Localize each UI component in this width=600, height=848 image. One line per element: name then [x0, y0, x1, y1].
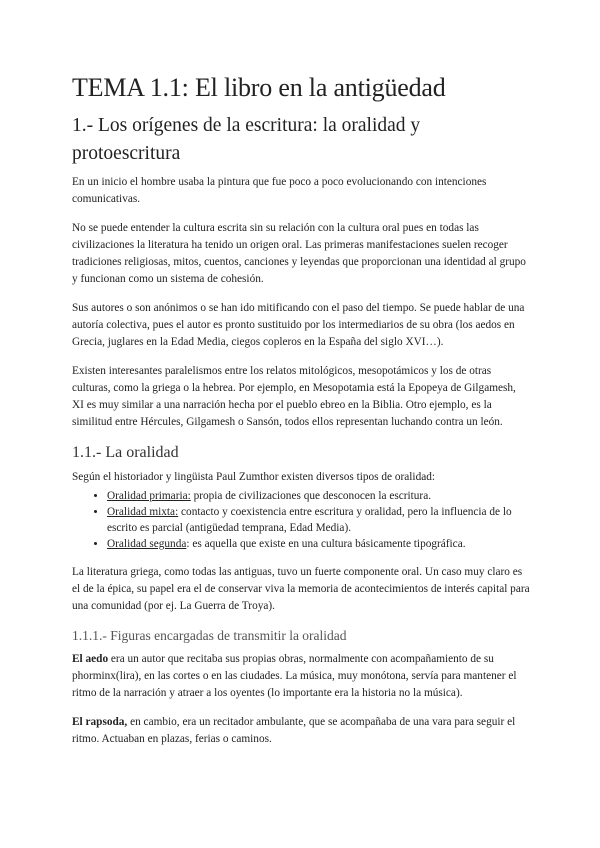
list-item [107, 488, 530, 504]
paragraph-literatura-griega: La literatura griega, como todas las antiguas, tuvo un fuerte componente oral. Un caso muy claro es el de la épica, su papel era el de conservar viva la memoria de acontecimientos de interés capital para una comunidad (por ej. La Guerra de Troya). [72, 566, 530, 612]
paragraph-autores: Sus autores o son anónimos o se han ido mitificando con el paso del tiempo. Se puede hablar de una autoría colectiva, pues el autor es pronto sustituido por los intermediarios de su obra (los aedos en Grecia, juglares en la Edad Media, ciegos copleros en la España del siglo XVI…). [72, 302, 525, 348]
paragraph-zumthor: Según el historiador y lingüista Paul Zumthor existen diversos tipos de oralidad: [72, 471, 436, 483]
paragraph-rapsoda [72, 714, 530, 748]
list-item [107, 536, 530, 552]
page-title: TEMA 1.1: El libro en la antigüedad [72, 73, 446, 102]
aedo-text: era un autor que recitaba sus propias obras, normalmente con acompañamiento de su phorminx(lira), en las cortes o en las ciudades. La música, muy monótona, servía para mantener el ritmo de la narración y atraer a los oyentes (lo importante era la historia no la música). [72, 653, 517, 699]
section-heading-origenes: 1.- Los orígenes de la escritura: la oralidad y protoescritura [72, 115, 421, 164]
list-item-text: : es aquella que existe en una cultura básicamente tipográfica. [186, 538, 466, 550]
paragraph-paralelismos: Existen interesantes paralelismos entre los relatos mitológicos, mesopotámicos y los de otras culturas, como la griega o la hebrea. Por ejemplo, en Mesopotamia está la Epopeya de Gilgamesh, XI es muy similar a una narración hecha por el pueblo ebreo en la Biblia. Otro ejemplo, es la similitud entre Hércules, Gilgamesh o Sansón, todos ellos representan luchando contra un león. [72, 365, 516, 428]
paragraph-aedo [72, 651, 530, 702]
section-heading-figuras: 1.1.1.- Figuras encargadas de transmitir la oralidad [72, 628, 347, 643]
section-heading-oralidad: 1.1.- La oralidad [72, 444, 179, 461]
aedo-term: El aedo [72, 653, 109, 665]
list-item-text: contacto y coexistencia entre escritura y oralidad, pero la influencia de lo escrito es parcial (antigüedad temprana, Edad Media). [107, 506, 512, 534]
oralidad-list [72, 488, 530, 552]
rapsoda-text: en cambio, era un recitador ambulante, que se acompañaba de una vara para seguir el ritmo. Actuaban en plazas, ferias o caminos. [72, 716, 516, 745]
list-item-term: Oralidad segunda [107, 538, 187, 550]
list-item-text: propia de civilizaciones que desconocen la escritura. [190, 490, 432, 502]
list-item [107, 504, 530, 536]
list-item-term: Oralidad mixta: [107, 506, 179, 518]
list-item-term: Oralidad primaria: [107, 490, 191, 502]
rapsoda-term: El rapsoda, [72, 716, 128, 728]
paragraph-cultura-oral: No se puede entender la cultura escrita sin su relación con la cultura oral pues en todas las civilizaciones la literatura ha tenido un origen oral. Las primeras manifestaciones suelen recoger tradiciones religiosas, mitos, cuentos, canciones y leyendas que proporcionan una identidad al grupo y funcionan como un sistema de cohesión. [72, 222, 526, 285]
paragraph-pintura: En un inicio el hombre usaba la pintura que fue poco a poco evolucionando con intenciones comunicativas. [72, 176, 487, 205]
